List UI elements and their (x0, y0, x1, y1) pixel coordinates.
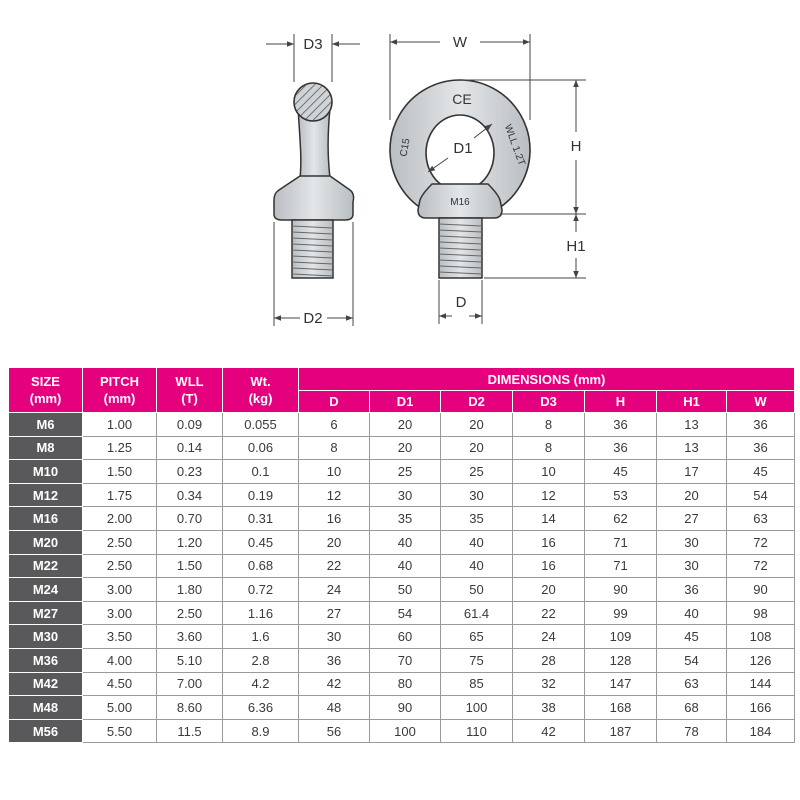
table-cell: 40 (657, 601, 727, 625)
table-cell: 36 (657, 578, 727, 602)
table-row (9, 648, 795, 672)
table-cell: 10 (513, 460, 585, 484)
table-row (9, 601, 795, 625)
table-cell: 17 (657, 460, 727, 484)
table-cell: 5.00 (83, 696, 157, 720)
col-header-h1: H1 (657, 391, 727, 413)
table-cell: 36 (727, 413, 795, 437)
table-cell: 60 (370, 625, 441, 649)
table-cell: 3.00 (83, 601, 157, 625)
size-cell: M30 (9, 625, 83, 649)
table-cell: 20 (441, 413, 513, 437)
table-cell: 16 (299, 507, 370, 531)
table-cell: 1.16 (223, 601, 299, 625)
table-cell: 13 (657, 413, 727, 437)
table-cell: 16 (513, 554, 585, 578)
table-cell: 72 (727, 530, 795, 554)
table-cell: 10 (299, 460, 370, 484)
table-cell: 144 (727, 672, 795, 696)
table-cell: 0.31 (223, 507, 299, 531)
table-cell: 0.70 (157, 507, 223, 531)
table-cell: 54 (727, 483, 795, 507)
table-cell: 90 (370, 696, 441, 720)
table-cell: 100 (441, 696, 513, 720)
table-cell: 35 (441, 507, 513, 531)
size-cell: M56 (9, 719, 83, 743)
table-cell: 24 (299, 578, 370, 602)
eye-cross-section (294, 83, 332, 121)
table-cell: 3.60 (157, 625, 223, 649)
table-cell: 36 (727, 436, 795, 460)
table-body (9, 413, 795, 743)
table-cell: 36 (585, 413, 657, 437)
table-cell: 166 (727, 696, 795, 720)
table-cell: 6.36 (223, 696, 299, 720)
col-header-d: D (299, 391, 370, 413)
table-cell: 63 (727, 507, 795, 531)
table-cell: 1.6 (223, 625, 299, 649)
table-cell: 56 (299, 719, 370, 743)
table-cell: 187 (585, 719, 657, 743)
table-cell: 11.5 (157, 719, 223, 743)
table-cell: 14 (513, 507, 585, 531)
table-row (9, 672, 795, 696)
table-cell: 36 (299, 648, 370, 672)
table-cell: 1.50 (83, 460, 157, 484)
table-cell: 1.20 (157, 530, 223, 554)
size-cell: M8 (9, 436, 83, 460)
table-cell: 0.72 (223, 578, 299, 602)
col-header-d2: D2 (441, 391, 513, 413)
col-header-weight: Wt. (kg) (223, 368, 299, 413)
col-header-dimensions: DIMENSIONS (mm) (299, 368, 795, 391)
table-cell: 48 (299, 696, 370, 720)
table-cell: 35 (370, 507, 441, 531)
table-cell: 45 (727, 460, 795, 484)
table-cell: 13 (657, 436, 727, 460)
table-cell: 42 (299, 672, 370, 696)
table-cell: 5.10 (157, 648, 223, 672)
table-cell: 70 (370, 648, 441, 672)
table-cell: 20 (370, 413, 441, 437)
table-row (9, 625, 795, 649)
table-cell: 99 (585, 601, 657, 625)
table-cell: 7.00 (157, 672, 223, 696)
collar-size-mark: M16 (450, 197, 470, 208)
table-cell: 4.00 (83, 648, 157, 672)
table-cell: 5.50 (83, 719, 157, 743)
table-cell: 109 (585, 625, 657, 649)
table-cell: 6 (299, 413, 370, 437)
table-cell: 22 (299, 554, 370, 578)
table-cell: 110 (441, 719, 513, 743)
dim-label-h: H (570, 138, 582, 155)
table-cell: 0.06 (223, 436, 299, 460)
col-header-d1: D1 (370, 391, 441, 413)
table-cell: 3.00 (83, 578, 157, 602)
dim-label-d1: D1 (453, 140, 473, 157)
table-cell: 184 (727, 719, 795, 743)
table-cell: 0.34 (157, 483, 223, 507)
table-cell: 1.00 (83, 413, 157, 437)
size-cell: M27 (9, 601, 83, 625)
table-cell: 68 (657, 696, 727, 720)
dim-label-d: D (455, 294, 467, 311)
table-cell: 4.50 (83, 672, 157, 696)
table-cell: 2.8 (223, 648, 299, 672)
table-cell: 2.50 (157, 601, 223, 625)
table-cell: 63 (657, 672, 727, 696)
table-cell: 128 (585, 648, 657, 672)
table-cell: 71 (585, 554, 657, 578)
table-cell: 90 (585, 578, 657, 602)
table-cell: 20 (299, 530, 370, 554)
table-cell: 20 (657, 483, 727, 507)
table-cell: 30 (370, 483, 441, 507)
wll-mark: WLL 1.2T (501, 123, 527, 168)
size-cell: M20 (9, 530, 83, 554)
table-row (9, 578, 795, 602)
table-row (9, 719, 795, 743)
col-header-w: W (727, 391, 795, 413)
table-row (9, 413, 795, 437)
table-row (9, 483, 795, 507)
table-cell: 30 (299, 625, 370, 649)
size-cell: M42 (9, 672, 83, 696)
table-cell: 25 (441, 460, 513, 484)
front-view (390, 34, 586, 324)
table-cell: 71 (585, 530, 657, 554)
table-row (9, 696, 795, 720)
grade-mark: C15 (398, 137, 413, 158)
table-cell: 2.50 (83, 530, 157, 554)
table-cell: 30 (657, 530, 727, 554)
table-cell: 2.00 (83, 507, 157, 531)
table-cell: 20 (441, 436, 513, 460)
size-cell: M12 (9, 483, 83, 507)
table-cell: 0.14 (157, 436, 223, 460)
table-cell: 40 (441, 530, 513, 554)
table-cell: 0.055 (223, 413, 299, 437)
dim-label-d2: D2 (303, 310, 323, 327)
ce-mark: CE (452, 91, 472, 107)
dim-label-h1: H1 (566, 238, 586, 255)
table-cell: 8.9 (223, 719, 299, 743)
col-header-size: SIZE (mm) (9, 368, 83, 413)
table-cell: 2.50 (83, 554, 157, 578)
table-cell: 0.23 (157, 460, 223, 484)
size-cell: M24 (9, 578, 83, 602)
table-cell: 168 (585, 696, 657, 720)
table-row (9, 507, 795, 531)
table-cell: 0.1 (223, 460, 299, 484)
table-cell: 54 (370, 601, 441, 625)
table-cell: 24 (513, 625, 585, 649)
table-cell: 61.4 (441, 601, 513, 625)
table-cell: 20 (370, 436, 441, 460)
table-cell: 8 (513, 436, 585, 460)
table-cell: 12 (513, 483, 585, 507)
table-cell: 22 (513, 601, 585, 625)
table-cell: 45 (585, 460, 657, 484)
table-cell: 72 (727, 554, 795, 578)
table-cell: 42 (513, 719, 585, 743)
table-cell: 20 (513, 578, 585, 602)
size-cell: M48 (9, 696, 83, 720)
table-cell: 30 (657, 554, 727, 578)
size-cell: M22 (9, 554, 83, 578)
table-cell: 65 (441, 625, 513, 649)
table-cell: 147 (585, 672, 657, 696)
col-header-pitch: PITCH (mm) (83, 368, 157, 413)
table-cell: 25 (370, 460, 441, 484)
table-cell: 27 (299, 601, 370, 625)
table-cell: 1.25 (83, 436, 157, 460)
specification-table (8, 367, 795, 743)
side-view (266, 34, 360, 327)
table-cell: 28 (513, 648, 585, 672)
table-cell: 90 (727, 578, 795, 602)
table-cell: 8 (299, 436, 370, 460)
table-cell: 0.19 (223, 483, 299, 507)
table-cell: 0.68 (223, 554, 299, 578)
table-cell: 3.50 (83, 625, 157, 649)
table-cell: 126 (727, 648, 795, 672)
size-cell: M36 (9, 648, 83, 672)
table-cell: 40 (370, 530, 441, 554)
table-cell: 100 (370, 719, 441, 743)
table-row (9, 530, 795, 554)
table-cell: 85 (441, 672, 513, 696)
table-cell: 108 (727, 625, 795, 649)
size-cell: M16 (9, 507, 83, 531)
table-cell: 54 (657, 648, 727, 672)
table-cell: 32 (513, 672, 585, 696)
table-row (9, 554, 795, 578)
table-header (9, 368, 795, 413)
table-cell: 50 (370, 578, 441, 602)
table-row (9, 436, 795, 460)
table-cell: 0.09 (157, 413, 223, 437)
col-header-h: H (585, 391, 657, 413)
dim-label-w: W (452, 34, 468, 51)
dim-label-d3: D3 (303, 36, 323, 53)
table-cell: 38 (513, 696, 585, 720)
table-cell: 1.80 (157, 578, 223, 602)
col-header-d3: D3 (513, 391, 585, 413)
table-cell: 1.75 (83, 483, 157, 507)
size-cell: M6 (9, 413, 83, 437)
table-cell: 62 (585, 507, 657, 531)
table-cell: 80 (370, 672, 441, 696)
table-cell: 1.50 (157, 554, 223, 578)
table-cell: 40 (370, 554, 441, 578)
table-cell: 45 (657, 625, 727, 649)
table-cell: 75 (441, 648, 513, 672)
table-cell: 16 (513, 530, 585, 554)
table-row (9, 460, 795, 484)
table-cell: 78 (657, 719, 727, 743)
table-cell: 8.60 (157, 696, 223, 720)
table-cell: 53 (585, 483, 657, 507)
table-cell: 98 (727, 601, 795, 625)
table-cell: 12 (299, 483, 370, 507)
table-cell: 30 (441, 483, 513, 507)
col-header-wll: WLL (T) (157, 368, 223, 413)
size-cell: M10 (9, 460, 83, 484)
table-cell: 50 (441, 578, 513, 602)
table-cell: 27 (657, 507, 727, 531)
table-cell: 4.2 (223, 672, 299, 696)
eye-bolt-technical-drawing (0, 0, 800, 360)
table-cell: 40 (441, 554, 513, 578)
table-cell: 0.45 (223, 530, 299, 554)
table-cell: 8 (513, 413, 585, 437)
table-cell: 36 (585, 436, 657, 460)
